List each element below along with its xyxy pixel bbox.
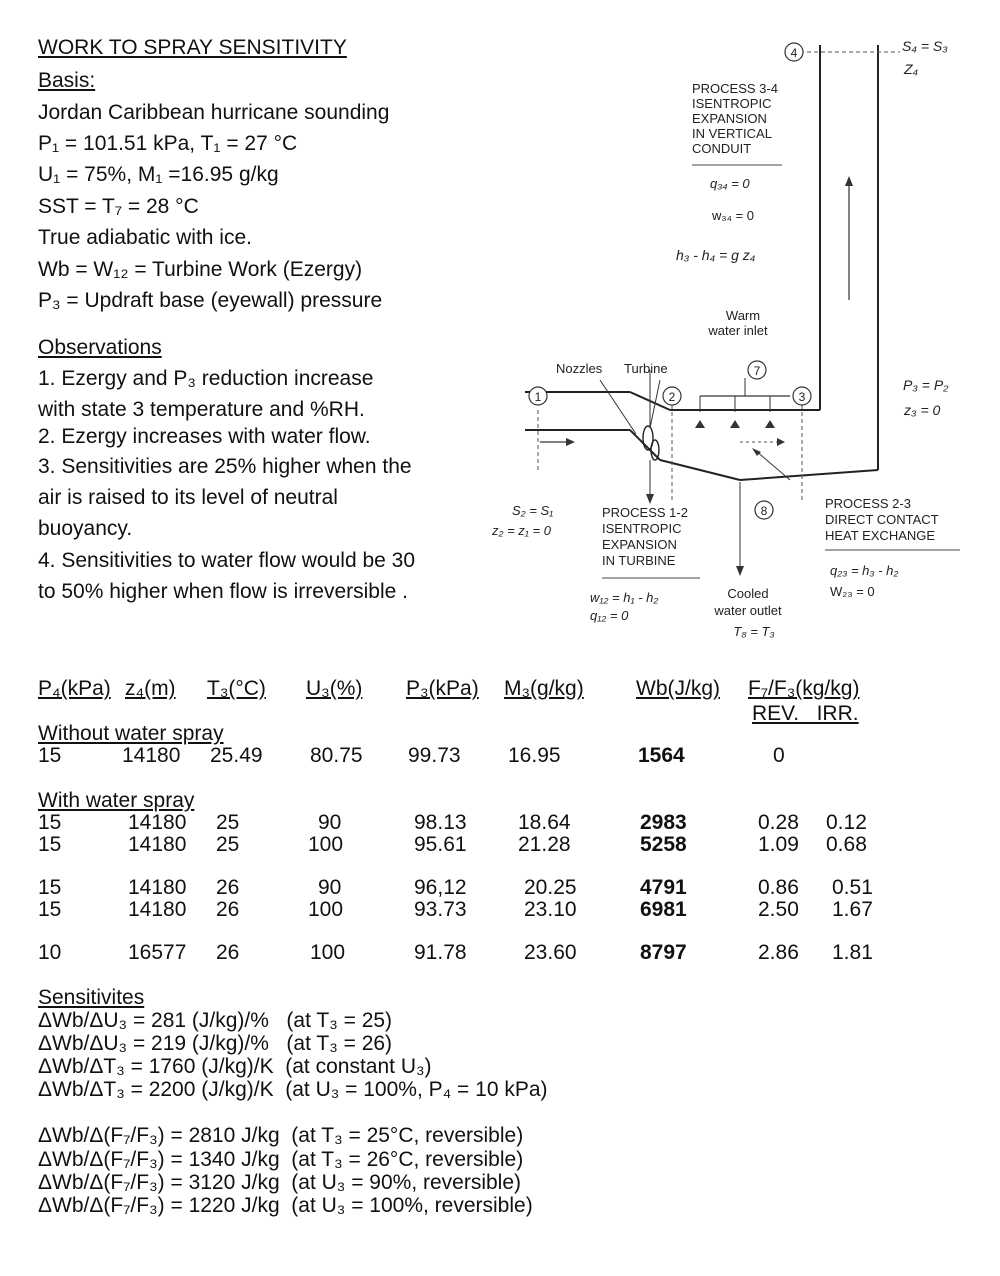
cell-t3: 26 — [216, 941, 240, 964]
cell-wb: 8797 — [640, 941, 687, 964]
cell-irr: 1.81 — [832, 941, 873, 964]
cell-wb: 6981 — [640, 898, 687, 921]
cell-t3: 25 — [216, 811, 240, 834]
cell-z4: 14180 — [128, 898, 187, 921]
cell-p3: 91.78 — [414, 941, 467, 964]
process34-label: IN VERTICAL — [692, 126, 772, 141]
cell-u3: 90 — [318, 876, 342, 899]
observation-line: air is raised to its level of neutral — [38, 486, 338, 509]
svg-text:3: 3 — [798, 390, 806, 404]
q34-eq: q₃₄ = 0 — [710, 176, 750, 191]
cell-m3: 23.10 — [524, 898, 577, 921]
svg-text:7: 7 — [753, 364, 761, 378]
cell-u3: 100 — [308, 898, 344, 921]
w34-eq: w₃₄ = 0 — [712, 208, 755, 223]
cell-rev: 2.86 — [758, 941, 799, 964]
nozzle-bottom — [630, 430, 660, 460]
process23-label: HEAT EXCHANGE — [825, 528, 936, 543]
cell-p4: 15 — [38, 811, 62, 834]
svg-text:1: 1 — [534, 390, 542, 404]
col-header-p3: P₃(kPa) — [406, 677, 479, 700]
cell-m3: 16.95 — [508, 744, 561, 767]
observation-line: with state 3 temperature and %RH. — [38, 398, 365, 421]
sensitivity-line: ΔWb/ΔU₃ = 281 (J/kg)/% (at T₃ = 25) — [38, 1009, 393, 1032]
q12-eq: q₁₂ = 0 — [590, 608, 629, 623]
observations-heading: Observations — [38, 336, 162, 359]
spray-arrow — [765, 420, 775, 428]
cooled-water-arrow — [736, 566, 744, 576]
cell-irr: 1.67 — [832, 898, 873, 921]
cell-p4: 15 — [38, 898, 62, 921]
observation-line: buoyancy. — [38, 517, 133, 540]
cell-u3: 80.75 — [310, 744, 363, 767]
col-subheader-rev-irr: REV. IRR. — [752, 702, 859, 725]
process12-label: IN TURBINE — [602, 553, 676, 568]
state-1-marker — [529, 387, 547, 405]
cell-wb: 2983 — [640, 811, 687, 834]
z2-eq: z₂ = z₁ = 0 — [492, 523, 551, 538]
warm-water-label: Warm — [725, 308, 761, 323]
sensitivity-line: ΔWb/Δ(F₇/F₃) = 2810 J/kg (at T₃ = 25°C, reversible) — [38, 1124, 524, 1147]
observation-line: 2. Ezergy increases with water flow. — [38, 425, 371, 448]
col-header-f7f3: F₇/F₃(kg/kg) — [748, 677, 860, 700]
sensitivity-line: ΔWb/Δ(F₇/F₃) = 1340 J/kg (at T₃ = 26°C, reversible) — [38, 1148, 524, 1171]
basis-line: P₁ = 101.51 kPa, T₁ = 27 °C — [38, 132, 298, 155]
process12-label: ISENTROPIC — [602, 521, 682, 536]
cell-wb: 5258 — [640, 833, 687, 856]
cell-p3: 95.61 — [414, 833, 467, 856]
s4-eq: S₄ = S₃ — [902, 38, 948, 54]
z4-label: Z₄ — [904, 61, 919, 77]
cell-rev: 1.09 — [758, 833, 799, 856]
process12-label: EXPANSION — [602, 537, 677, 552]
observation-line: 1. Ezergy and P₃ reduction increase — [38, 367, 374, 390]
spray-arrow — [695, 420, 705, 428]
sensitivity-line: ΔWb/ΔU₃ = 219 (J/kg)/% (at T₃ = 26) — [38, 1032, 393, 1055]
cell-irr: 0.51 — [832, 876, 873, 899]
flow-up-arrowhead — [845, 176, 853, 186]
cell-p3: 99.73 — [408, 744, 461, 767]
sensitivities-heading: Sensitivites — [38, 986, 145, 1009]
nozzles-leader — [600, 380, 636, 434]
s2-eq: S₂ = S₁ — [512, 503, 554, 518]
cell-z4: 14180 — [128, 833, 187, 856]
sensitivity-line: ΔWb/ΔT₃ = 2200 (J/kg)/K (at U₃ = 100%, P₄ = 10 kPa) — [38, 1078, 548, 1101]
cell-u3: 90 — [318, 811, 342, 834]
cell-m3: 21.28 — [518, 833, 571, 856]
spray-flow-arrowhead — [777, 438, 785, 446]
state-4-marker — [785, 43, 803, 61]
w23-eq: W₂₃ = 0 — [830, 584, 875, 599]
turbine-label: Turbine — [624, 361, 668, 376]
cell-p3: 98.13 — [414, 811, 467, 834]
group-label-with-spray: With water spray — [38, 789, 195, 812]
cell-m3: 23.60 — [524, 941, 577, 964]
col-header-t3: T₃(°C) — [207, 677, 266, 700]
col-header-p4: P₄(kPa) — [38, 677, 111, 700]
cell-wb: 1564 — [638, 744, 685, 767]
cell-u3: 100 — [310, 941, 346, 964]
z3-eq: z₃ = 0 — [904, 402, 941, 418]
q23-eq: q₂₃ = h₃ - h₂ — [830, 563, 899, 578]
state-3-marker — [793, 387, 811, 405]
process34-label: CONDUIT — [692, 141, 752, 156]
p3-eq: P₃ = P₂ — [903, 377, 949, 393]
col-header-wb: Wb(J/kg) — [636, 677, 720, 700]
basis-line: Jordan Caribbean hurricane sounding — [38, 101, 390, 124]
svg-text:2: 2 — [668, 390, 676, 404]
cell-irr: 0.12 — [826, 811, 867, 834]
cell-irr: 0.68 — [826, 833, 867, 856]
process23-label: DIRECT CONTACT — [825, 512, 939, 527]
cell-m3: 20.25 — [524, 876, 577, 899]
sensitivity-line: ΔWb/Δ(F₇/F₃) = 1220 J/kg (at U₃ = 100%, reversible) — [38, 1194, 533, 1217]
cell-z4: 14180 — [122, 744, 181, 767]
cell-u3: 100 — [308, 833, 344, 856]
basis-line: U₁ = 75%, M₁ =16.95 g/kg — [38, 163, 279, 186]
cooled-water-label: Cooled — [727, 586, 769, 601]
turbine-arrow — [646, 494, 654, 504]
cell-m3: 18.64 — [518, 811, 571, 834]
sensitivity-line: ΔWb/ΔT₃ = 1760 (J/kg)/K (at constant U₃) — [38, 1055, 432, 1078]
process23-label: PROCESS 2-3 — [825, 496, 911, 511]
cooled-water-label: water outlet — [714, 603, 782, 618]
duct-bottom-right — [740, 470, 878, 480]
w12-eq: w₁₂ = h₁ - h₂ — [590, 590, 659, 605]
state-8-marker — [755, 501, 773, 519]
basis-heading: Basis: — [38, 69, 96, 92]
col-header-z4: z₄(m) — [125, 677, 176, 700]
cell-p3: 96,12 — [414, 876, 467, 899]
cell-rev: 0.86 — [758, 876, 799, 899]
basis-line: SST = T₇ = 28 °C — [38, 195, 199, 218]
cell-rev: 0.28 — [758, 811, 799, 834]
nozzles-label: Nozzles — [556, 361, 603, 376]
state8-leader-arrow — [752, 448, 761, 456]
warm-water-label: water inlet — [708, 323, 768, 338]
cell-p4: 15 — [38, 833, 62, 856]
spray-arrow — [730, 420, 740, 428]
cell-z4: 16577 — [128, 941, 187, 964]
svg-text:8: 8 — [760, 504, 768, 518]
h34-eq: h₃ - h₄ = g z₄ — [676, 247, 756, 263]
observation-line: 4. Sensitivities to water flow would be 30 — [38, 549, 416, 572]
process-diagram — [492, 30, 990, 650]
cell-wb: 4791 — [640, 876, 687, 899]
basis-line: True adiabatic with ice. — [38, 226, 252, 249]
basis-line: Wb = W₁₂ = Turbine Work (Ezergy) — [38, 258, 363, 281]
cell-t3: 25.49 — [210, 744, 263, 767]
col-header-u3: U₃(%) — [306, 677, 363, 700]
cell-p4: 15 — [38, 744, 62, 767]
process34-label: PROCESS 3-4 — [692, 81, 778, 96]
cell-z4: 14180 — [128, 811, 187, 834]
cell-t3: 26 — [216, 898, 240, 921]
sensitivity-line: ΔWb/Δ(F₇/F₃) = 3120 J/kg (at U₃ = 90%, reversible) — [38, 1171, 522, 1194]
cell-rev: 2.50 — [758, 898, 799, 921]
process34-label: EXPANSION — [692, 111, 767, 126]
state-7-marker — [748, 361, 766, 379]
cell-z4: 14180 — [128, 876, 187, 899]
group-label-without-spray: Without water spray — [38, 722, 224, 745]
t8-eq: T₈ = T₃ — [733, 624, 775, 639]
state8-leader — [755, 450, 790, 480]
cell-p4: 10 — [38, 941, 62, 964]
cell-p3: 93.73 — [414, 898, 467, 921]
page-title: WORK TO SPRAY SENSITIVITY — [38, 36, 347, 59]
col-header-m3: M₃(g/kg) — [504, 677, 584, 700]
cell-t3: 26 — [216, 876, 240, 899]
basis-line: P₃ = Updraft base (eyewall) pressure — [38, 289, 383, 312]
turbine-blade — [651, 440, 659, 460]
cell-rev: 0 — [773, 744, 785, 767]
observation-line: 3. Sensitivities are 25% higher when the — [38, 455, 412, 478]
process12-label: PROCESS 1-2 — [602, 505, 688, 520]
observation-line: to 50% higher when flow is irreversible . — [38, 580, 409, 603]
state-2-marker — [663, 387, 681, 405]
inflow-arrowhead — [566, 438, 575, 446]
cell-p4: 15 — [38, 876, 62, 899]
svg-text:4: 4 — [790, 46, 798, 60]
process34-label: ISENTROPIC — [692, 96, 772, 111]
cell-t3: 25 — [216, 833, 240, 856]
